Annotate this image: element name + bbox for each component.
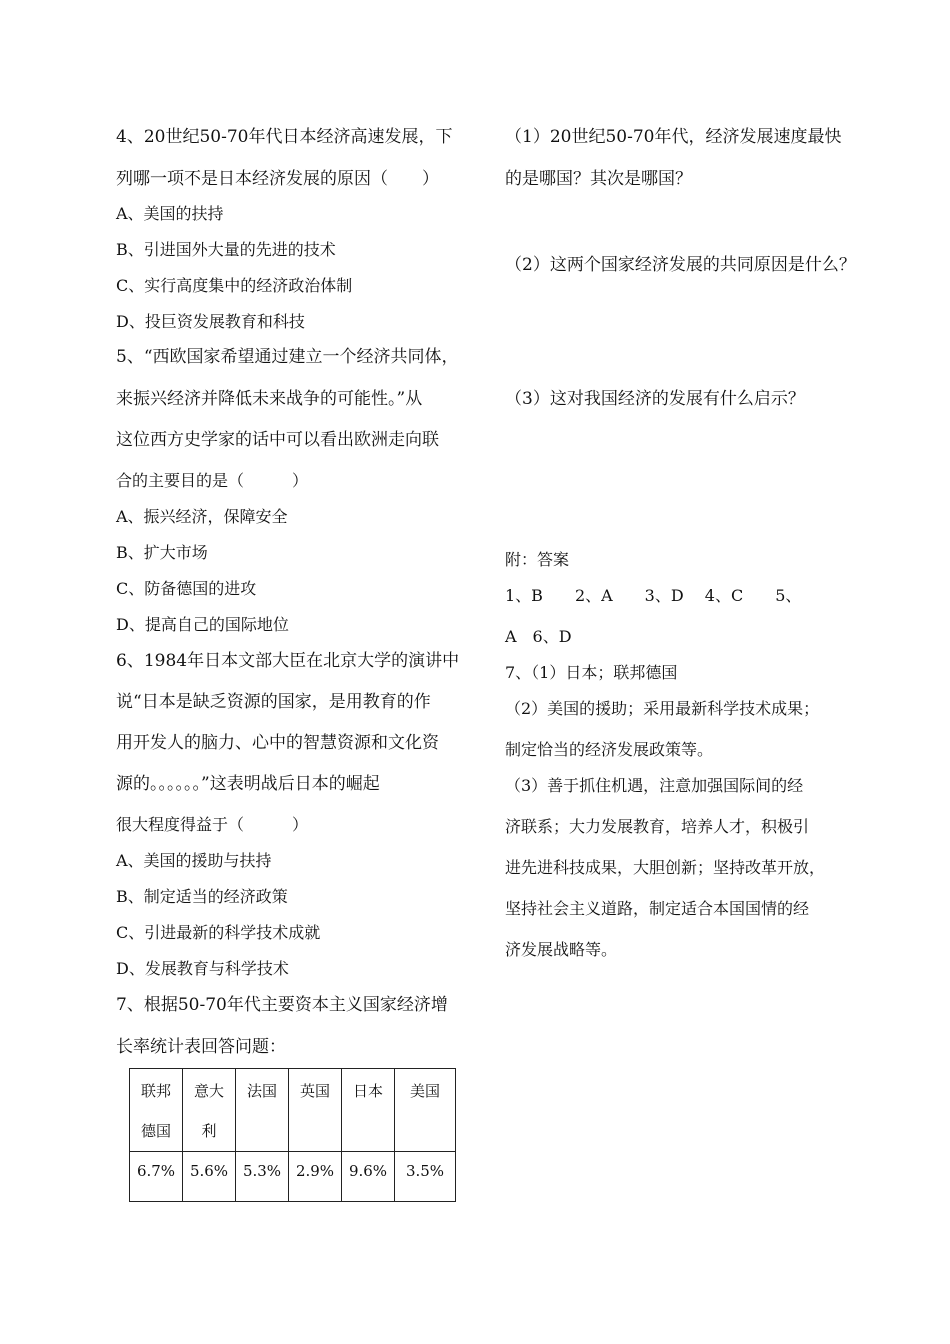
q5-stem-line-1: 5、“西欧国家希望通过建立一个经济共同体， — [116, 347, 459, 367]
header-text: 美国 — [409, 1082, 440, 1100]
growth-rate-table — [129, 1068, 456, 1202]
value-cell-italy: 5.6% — [183, 1152, 236, 1202]
header-text: 德国 — [140, 1122, 171, 1140]
answer-7-3-line-5: 济发展战略等。 — [505, 940, 618, 959]
q6-stem-line-4: 源的。。。。。。”这表明战后日本的崛起 — [116, 774, 380, 794]
header-text: 英国 — [299, 1082, 330, 1100]
q5-option-b: B、扩大市场 — [116, 543, 208, 562]
answer-7-3-line-2: 济联系；大力发展教育，培养人才，积极引 — [505, 817, 810, 836]
q7-sub2: （2）这两个国家经济发展的共同原因是什么？ — [505, 255, 856, 275]
answers-heading: 附：答案 — [505, 550, 570, 569]
header-text: 利 — [201, 1122, 217, 1140]
value-cell-uk: 2.9% — [289, 1152, 342, 1202]
q6-stem-line-2: 说“日本是缺乏资源的国家，是用教育的作 — [116, 692, 431, 712]
q5-stem-line-4: 合的主要目的是（ ） — [116, 471, 309, 490]
answer-7-3-line-3: 进先进科技成果，大胆创新；坚持改革开放， — [505, 858, 826, 877]
answer-7-1: 7、（1）日本；联邦德国 — [505, 663, 678, 682]
q4-stem-line-2: 列哪一项不是日本经济发展的原因（ ） — [116, 169, 439, 189]
answer-7-3-line-4: 坚持社会主义道路，制定适合本国国情的经 — [505, 899, 810, 918]
header-text: 联邦 — [140, 1082, 171, 1100]
value-cell-japan: 9.6% — [342, 1152, 395, 1202]
q6-option-a: A、美国的援助与扶持 — [116, 851, 272, 870]
header-text: 日本 — [352, 1082, 383, 1100]
q7-sub3: （3）这对我国经济的发展有什么启示？ — [505, 389, 805, 409]
q6-stem-line-3: 用开发人的脑力、心中的智慧资源和文化资 — [116, 733, 439, 753]
q7-sub1-line-1: （1）20世纪50-70年代，经济发展速度最快 — [505, 127, 842, 147]
q4-option-d: D、投巨资发展教育和科技 — [116, 312, 305, 331]
q6-stem-line-1: 6、1984年日本文部大臣在北京大学的演讲中 — [116, 651, 460, 671]
answer-7-2-line-1: （2）美国的援助；采用最新科学技术成果； — [505, 699, 820, 718]
answer-7-2-line-2: 制定恰当的经济发展政策等。 — [505, 740, 714, 759]
q4-option-a: A、美国的扶持 — [116, 204, 224, 223]
header-text: 意大 — [193, 1082, 224, 1100]
table-values-row — [130, 1152, 456, 1202]
header-cell-west-germany — [130, 1069, 183, 1152]
q4-stem-line-1: 4、20世纪50-70年代日本经济高速发展，下 — [116, 127, 453, 147]
q6-option-c: C、引进最新的科学技术成就 — [116, 923, 321, 942]
table-header-row — [130, 1069, 456, 1152]
q4-option-c: C、实行高度集中的经济政治体制 — [116, 276, 353, 295]
header-cell-japan — [342, 1069, 395, 1152]
value-cell-usa: 3.5% — [395, 1152, 456, 1202]
header-cell-uk — [289, 1069, 342, 1152]
q5-option-d: D、提高自己的国际地位 — [116, 615, 289, 634]
q7-sub1-line-2: 的是哪国？其次是哪国？ — [505, 169, 692, 189]
q5-option-c: C、防备德国的进攻 — [116, 579, 257, 598]
answers-line-1: 1、B 2、A 3、D 4、C 5、 — [505, 586, 802, 605]
answers-line-2: A 6、D — [505, 627, 572, 646]
header-cell-usa — [395, 1069, 456, 1152]
answer-7-3-line-1: （3）善于抓住机遇，注意加强国际间的经 — [505, 776, 804, 795]
q6-option-b: B、制定适当的经济政策 — [116, 887, 288, 906]
q5-stem-line-3: 这位西方史学家的话中可以看出欧洲走向联 — [116, 430, 439, 450]
q6-stem-line-5: 很大程度得益于（ ） — [116, 815, 309, 834]
q7-stem-line-1: 7、根据50-70年代主要资本主义国家经济增 — [116, 995, 448, 1015]
header-cell-france — [236, 1069, 289, 1152]
q6-option-d: D、发展教育与科学技术 — [116, 959, 289, 978]
q5-option-a: A、振兴经济，保障安全 — [116, 507, 288, 526]
value-cell-france: 5.3% — [236, 1152, 289, 1202]
value-cell-west-germany: 6.7% — [130, 1152, 183, 1202]
q4-option-b: B、引进国外大量的先进的技术 — [116, 240, 336, 259]
header-cell-italy — [183, 1069, 236, 1152]
header-text: 法国 — [246, 1082, 277, 1100]
q7-stem-line-2: 长率统计表回答问题： — [116, 1037, 286, 1057]
q5-stem-line-2: 来振兴经济并降低未来战争的可能性。”从 — [116, 389, 423, 409]
